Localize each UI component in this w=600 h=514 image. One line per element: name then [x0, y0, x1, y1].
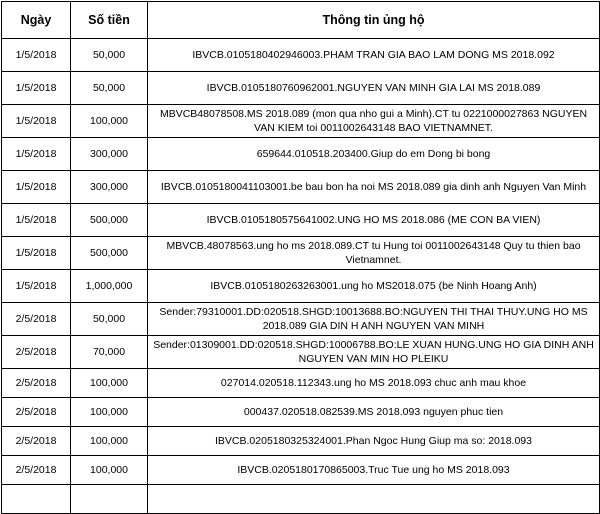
header-row — [2, 2, 600, 39]
cell-amount: 50,000 — [71, 303, 148, 336]
cell-amount: 300,000 — [71, 138, 148, 171]
cell-amount: 500,000 — [71, 237, 148, 270]
cell-amount: 300,000 — [71, 171, 148, 204]
cell-info: MBVCB.48078563.ung ho ms 2018.089.CT tu Hung toi 0011002643148 Quy tu thien bao Vietnamnet. — [148, 237, 600, 270]
cell-info: MBVCB48078508.MS 2018.089 (mon qua nho gui a Minh).CT tu 0221000027863 NGUYEN VAN KIEM toi 0011002643148 BAO VIETNAMNET. — [148, 105, 600, 138]
table-row — [2, 171, 600, 204]
cell-date: 1/5/2018 — [2, 105, 71, 138]
cell-amount: 500,000 — [71, 204, 148, 237]
cell-date: 2/5/2018 — [2, 369, 71, 398]
cell-info: Sender:79310001.DD:020518.SHGD:10013688.BO:NGUYEN THI THAI THUY.UNG HO MS 2018.089 GIA DIN H ANH NGUYEN VAN MINH — [148, 303, 600, 336]
cell-amount: 100,000 — [71, 369, 148, 398]
cell-amount: 70,000 — [71, 336, 148, 369]
cell-date: 1/5/2018 — [2, 72, 71, 105]
table-row — [2, 369, 600, 398]
table-row — [2, 270, 600, 303]
table-row — [2, 204, 600, 237]
table-row — [2, 456, 600, 485]
table-header — [2, 2, 600, 39]
cell-date: 2/5/2018 — [2, 398, 71, 427]
cell-amount: 100,000 — [71, 105, 148, 138]
donation-table — [1, 1, 600, 514]
table-row — [2, 303, 600, 336]
table-row — [2, 427, 600, 456]
cell-date: 2/5/2018 — [2, 427, 71, 456]
cell-date: 2/5/2018 — [2, 456, 71, 485]
cell-info: IBVCB.0105180760962001.NGUYEN VAN MINH GIA LAI MS 2018.089 — [148, 72, 600, 105]
cell-info: 659644.010518.203400.Giup do em Dong bi bong — [148, 138, 600, 171]
cell-info: Sender:01309001.DD:020518.SHGD:10006788.BO:LE XUAN HUNG.UNG HO GIA DINH ANH NGUYEN VAN MIN HO PLEIKU — [148, 336, 600, 369]
header-date: Ngày — [2, 2, 71, 39]
table-row — [2, 39, 600, 72]
cell-info: IBVCB.0105180402946003.PHAM TRAN GIA BAO LAM DONG MS 2018.092 — [148, 39, 600, 72]
cell-date: 2/5/2018 — [2, 336, 71, 369]
cell-date: 1/5/2018 — [2, 237, 71, 270]
cell-info: 000437.020518.082539.MS 2018.093 nguyen phuc tien — [148, 398, 600, 427]
cell-amount: 1,000,000 — [71, 270, 148, 303]
cell-info — [148, 485, 600, 514]
cell-amount: 50,000 — [71, 39, 148, 72]
table-row — [2, 72, 600, 105]
cell-amount — [71, 485, 148, 514]
cell-amount: 100,000 — [71, 456, 148, 485]
table-row — [2, 105, 600, 138]
cell-info: IBVCB.0205180325324001.Phan Ngoc Hung Giup ma so: 2018.093 — [148, 427, 600, 456]
cell-amount: 100,000 — [71, 427, 148, 456]
cell-date: 1/5/2018 — [2, 39, 71, 72]
cell-date: 1/5/2018 — [2, 138, 71, 171]
table-row — [2, 138, 600, 171]
table-body — [2, 39, 600, 514]
cell-info: IBVCB.0105180263263001.ung ho MS2018.075 (be Ninh Hoang Anh) — [148, 270, 600, 303]
cell-info: IBVCB.0205180170865003.Truc Tue ung ho MS 2018.093 — [148, 456, 600, 485]
cell-date: 1/5/2018 — [2, 204, 71, 237]
table-row — [2, 237, 600, 270]
table-row — [2, 336, 600, 369]
cell-info: 027014.020518.112343.ung ho MS 2018.093 chuc anh mau khoe — [148, 369, 600, 398]
cell-date: 1/5/2018 — [2, 270, 71, 303]
table-row — [2, 398, 600, 427]
cell-date: 1/5/2018 — [2, 171, 71, 204]
cell-date: 2/5/2018 — [2, 303, 71, 336]
cell-amount: 50,000 — [71, 72, 148, 105]
header-amount: Số tiền — [71, 2, 148, 39]
header-info: Thông tin ủng hộ — [148, 2, 600, 39]
cell-info: IBVCB.0105180041103001.be bau bon ha noi MS 2018.089 gia dinh anh Nguyen Van Minh — [148, 171, 600, 204]
cell-amount: 100,000 — [71, 398, 148, 427]
cell-info: IBVCB.0105180575641002.UNG HO MS 2018.086 (ME CON BA VIEN) — [148, 204, 600, 237]
table-row — [2, 485, 600, 514]
cell-date — [2, 485, 71, 514]
